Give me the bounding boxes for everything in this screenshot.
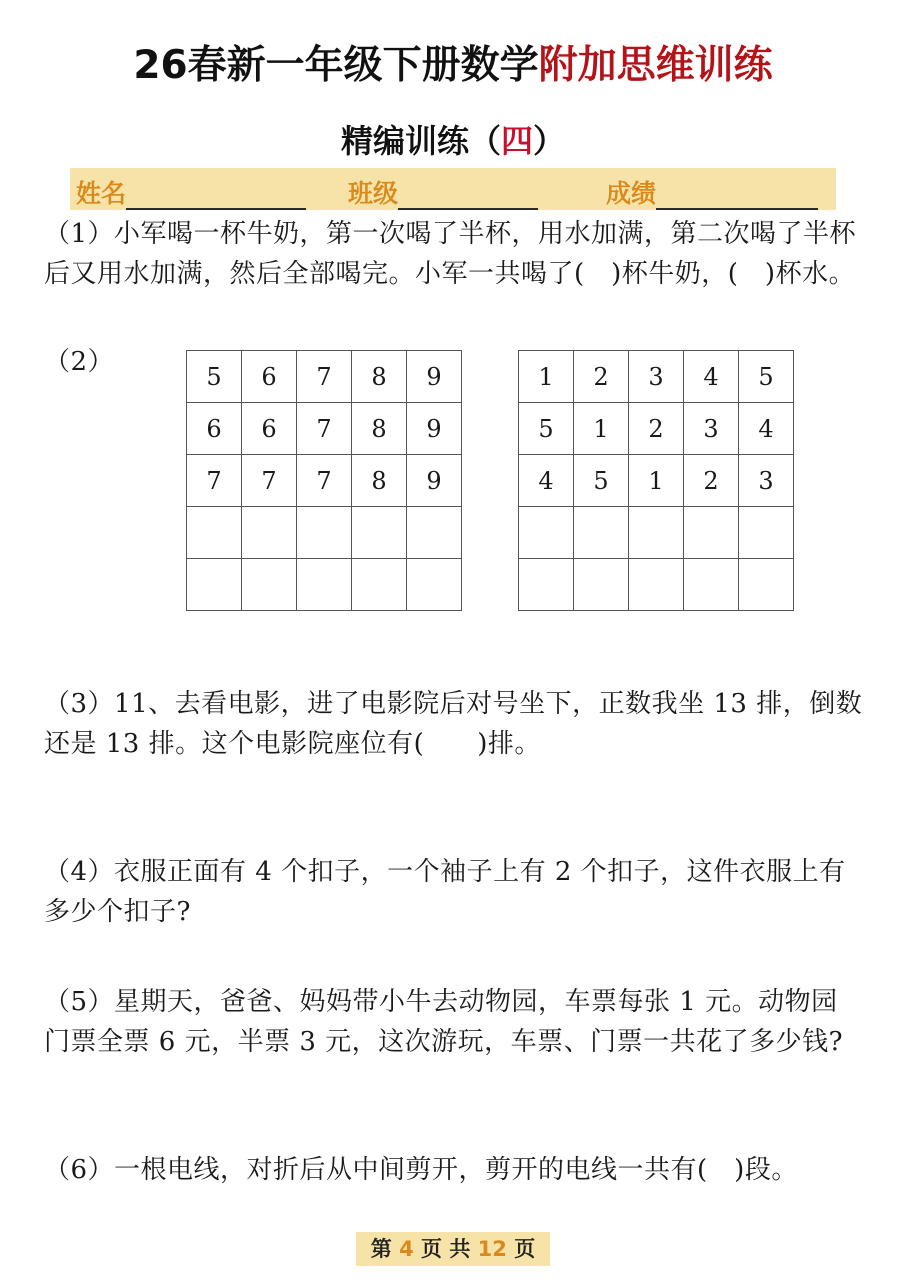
- question-1: （1）小军喝一杯牛奶，第一次喝了半杯，用水加满，第二次喝了半杯后又用水加满，然后全部喝完。小军一共喝了( )杯牛奶，( )杯水。: [44, 219, 857, 289]
- grid-cell[interactable]: [739, 559, 794, 611]
- grid-cell: 1: [519, 351, 574, 403]
- grid-row: [187, 507, 462, 559]
- grid-cell[interactable]: [242, 559, 297, 611]
- question-3: （3）11、去看电影，进了电影院后对号坐下，正数我坐 13 排，倒数还是 13 排。这个电影院座位有( )排。: [44, 689, 863, 759]
- subtitle-prefix: 精编训练（: [340, 122, 501, 160]
- grid-cell[interactable]: [352, 559, 407, 611]
- question-4: （4）衣服正面有 4 个扣子，一个袖子上有 2 个扣子，这件衣服上有多少个扣子?: [44, 857, 846, 927]
- grid-cell[interactable]: [574, 559, 629, 611]
- grid-row: [519, 403, 794, 455]
- grid-cell: 7: [297, 455, 352, 507]
- grid-cell: 1: [629, 455, 684, 507]
- grid-cell[interactable]: [574, 507, 629, 559]
- grid-cell: 8: [352, 351, 407, 403]
- class-field: [348, 174, 538, 210]
- grid-cell[interactable]: [187, 507, 242, 559]
- footer-pre: 第: [370, 1237, 392, 1261]
- grid-row: [519, 559, 794, 611]
- grid-cell: 5: [739, 351, 794, 403]
- footer-page-number: 4: [399, 1237, 414, 1261]
- grid-cell: 9: [407, 403, 462, 455]
- student-info-bar: [70, 168, 836, 210]
- footer-total-pages: 12: [477, 1237, 507, 1261]
- class-blank-line[interactable]: [398, 182, 538, 210]
- grid-cell[interactable]: [352, 507, 407, 559]
- grid-cell: 4: [684, 351, 739, 403]
- grid-cell: 1: [574, 403, 629, 455]
- grid-cell[interactable]: [519, 559, 574, 611]
- title-main: 26春新一年级下册数学: [133, 43, 539, 88]
- score-blank-line[interactable]: [656, 182, 818, 210]
- grid-cell: 7: [187, 455, 242, 507]
- score-field: [606, 174, 818, 210]
- grid-cell: 3: [684, 403, 739, 455]
- title-highlight: 附加思维训练: [538, 43, 773, 88]
- grid-cell[interactable]: [407, 507, 462, 559]
- grid-cell: 5: [574, 455, 629, 507]
- grid-cell: 9: [407, 351, 462, 403]
- number-grid-left: [186, 350, 462, 611]
- grid-cell: 7: [242, 455, 297, 507]
- grid-row: [187, 455, 462, 507]
- grid-cell[interactable]: [629, 559, 684, 611]
- grid-cell: 8: [352, 455, 407, 507]
- grid-cell: 5: [519, 403, 574, 455]
- grid-cell: 9: [407, 455, 462, 507]
- grid-cell: 6: [242, 403, 297, 455]
- grid-cell: 6: [242, 351, 297, 403]
- question-6: （6）一根电线，对折后从中间剪开，剪开的电线一共有( )段。: [44, 1155, 798, 1185]
- grid-cell[interactable]: [739, 507, 794, 559]
- footer-mid: 页 共: [421, 1237, 471, 1261]
- name-field: [76, 174, 306, 210]
- grid-cell: 7: [297, 403, 352, 455]
- grid-cell: 2: [629, 403, 684, 455]
- grid-cell[interactable]: [684, 559, 739, 611]
- grid-cell: 8: [352, 403, 407, 455]
- grid-cell: 5: [187, 351, 242, 403]
- grid-cell: 4: [519, 455, 574, 507]
- grid-cell: 4: [739, 403, 794, 455]
- grid-row: [187, 559, 462, 611]
- grid-row: [187, 351, 462, 403]
- grid-cell[interactable]: [297, 507, 352, 559]
- score-label: 成绩: [606, 179, 657, 208]
- question-5: （5）星期天，爸爸、妈妈带小牛去动物园，车票每张 1 元。动物园门票全票 6 元，半票 3 元，这次游玩，车票、门票一共花了多少钱?: [44, 987, 844, 1057]
- page-subtitle: [0, 116, 906, 162]
- grid-cell[interactable]: [407, 559, 462, 611]
- grid-cell[interactable]: [629, 507, 684, 559]
- question-2-label: （2）: [44, 347, 115, 377]
- page-title: [0, 34, 906, 90]
- grid-cell: 3: [739, 455, 794, 507]
- grid-row: [519, 455, 794, 507]
- grid-cell[interactable]: [242, 507, 297, 559]
- grid-row: [187, 403, 462, 455]
- grid-cell[interactable]: [519, 507, 574, 559]
- class-label: 班级: [348, 179, 399, 208]
- grid-cell: 3: [629, 351, 684, 403]
- page-footer: [356, 1232, 550, 1266]
- name-label: 姓名: [76, 179, 127, 208]
- number-grid-right: [518, 350, 794, 611]
- grid-cell: 2: [684, 455, 739, 507]
- grid-cell[interactable]: [684, 507, 739, 559]
- grid-cell: 2: [574, 351, 629, 403]
- grid-row: [519, 507, 794, 559]
- grid-cell: 7: [297, 351, 352, 403]
- subtitle-number: 四: [500, 122, 533, 160]
- footer-post: 页: [514, 1237, 536, 1261]
- grid-cell[interactable]: [187, 559, 242, 611]
- grid-cell[interactable]: [297, 559, 352, 611]
- grid-cell: 6: [187, 403, 242, 455]
- name-blank-line[interactable]: [126, 182, 306, 210]
- grid-row: [519, 351, 794, 403]
- subtitle-suffix: ）: [533, 122, 566, 160]
